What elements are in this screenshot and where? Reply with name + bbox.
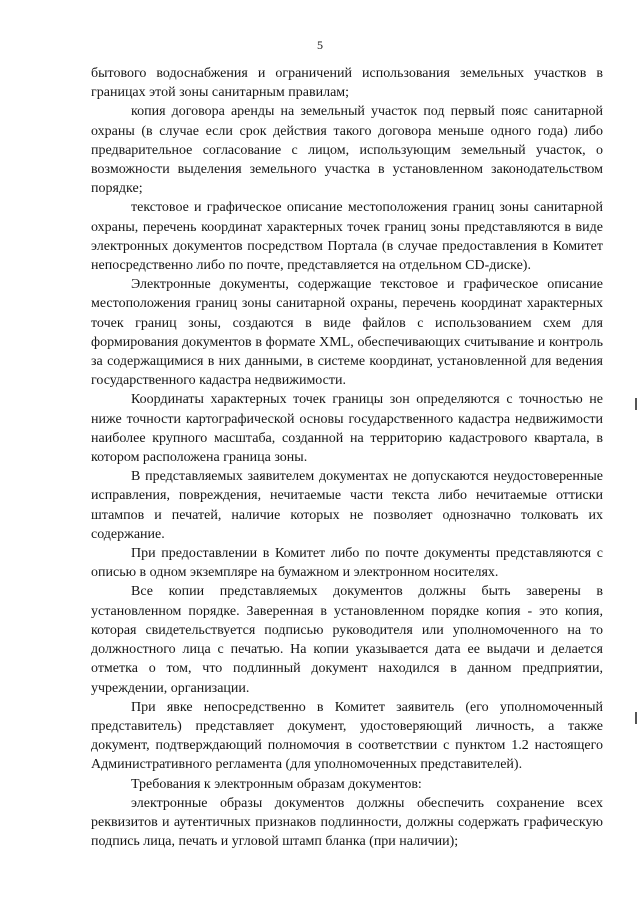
paragraph-6: В представляемых заявителем документах не допускаются неудостоверенные исправления, повреждения, нечитаемые части текста либо нечитаемые оттиски штампов и печатей, наличие которых не позволяет однозначно толковать их содержание. [91,469,603,542]
paragraph-11: электронные образы документов должны обеспечить сохранение всех реквизитов и аутентичных признаков подлинности, должны содержать графическую подпись лица, печать и угловой штамп бланка (при наличии); [91,795,603,850]
paragraph-10: Требования к электронным образам документов: [131,776,422,792]
paragraph-4: Электронные документы, содержащие текстовое и графическое описание местоположения границ зоны санитарной охраны, перечень координат характерных точек границ зоны, создаются в виде файлов с использованием схем для формирования документов в формате XML, обеспечивающих считывание и контроль за содержащимися в них данными, в системе координат, установленной для ведения государственного кадастра недвижимости. [91,277,603,389]
paragraph-1: бытового водоснабжения и ограничений использования земельных участков в границах этой зоны санитарным правилам; [91,66,603,101]
document-body [91,64,603,851]
page-number: 5 [317,38,323,52]
paragraph-5: Координаты характерных точек границы зон определяются с точностью не ниже точности картографической основы государственного кадастра недвижимости наиболее крупного масштаба, созданной на территорию кадастрового квартала, в котором расположена граница зоны. [91,392,603,466]
paragraph-7: При предоставлении в Комитет либо по почте документы представляются с описью в одном экземпляре на бумажном и электронном носителях. [91,546,603,581]
scan-edge-mark [635,398,637,410]
scan-edge-mark [635,712,637,724]
paragraph-8: Все копии представляемых документов должны быть заверены в установленном порядке. Заверенная в установленном порядке копия - это копия, которая свидетельствуется подписью руководителя или уполномоченного на то должностного лица с печатью. На копии указывается дата ее выдачи и делается отметка о том, что подлинный документ находился в данном предприятии, учреждении, организации. [91,584,603,696]
paragraph-9: При явке непосредственно в Комитет заявитель (его уполномоченный представитель) представляет документ, удостоверяющий личность, а также документ, подтверждающий полномочия в соответствии с пунктом 1.2 настоящего Административного регламента (для уполномоченных представителей). [91,699,603,773]
paragraph-3: текстовое и графическое описание местоположения границ зоны санитарной охраны, перечень координат характерных точек границ зоны представляются в виде электронных документов посредством Портала (в случае предоставления в Комитет непосредственно либо по почте, представляется на отдельном CD-диске). [91,200,603,274]
paragraph-2: копия договора аренды на земельный участок под первый пояс санитарной охраны (в случае если срок действия такого договора меньше одного года) либо предварительное согласование с лицом, использующим земельный участок, о возможности выделения земельного участка в установленном законодательством порядке; [91,104,603,197]
